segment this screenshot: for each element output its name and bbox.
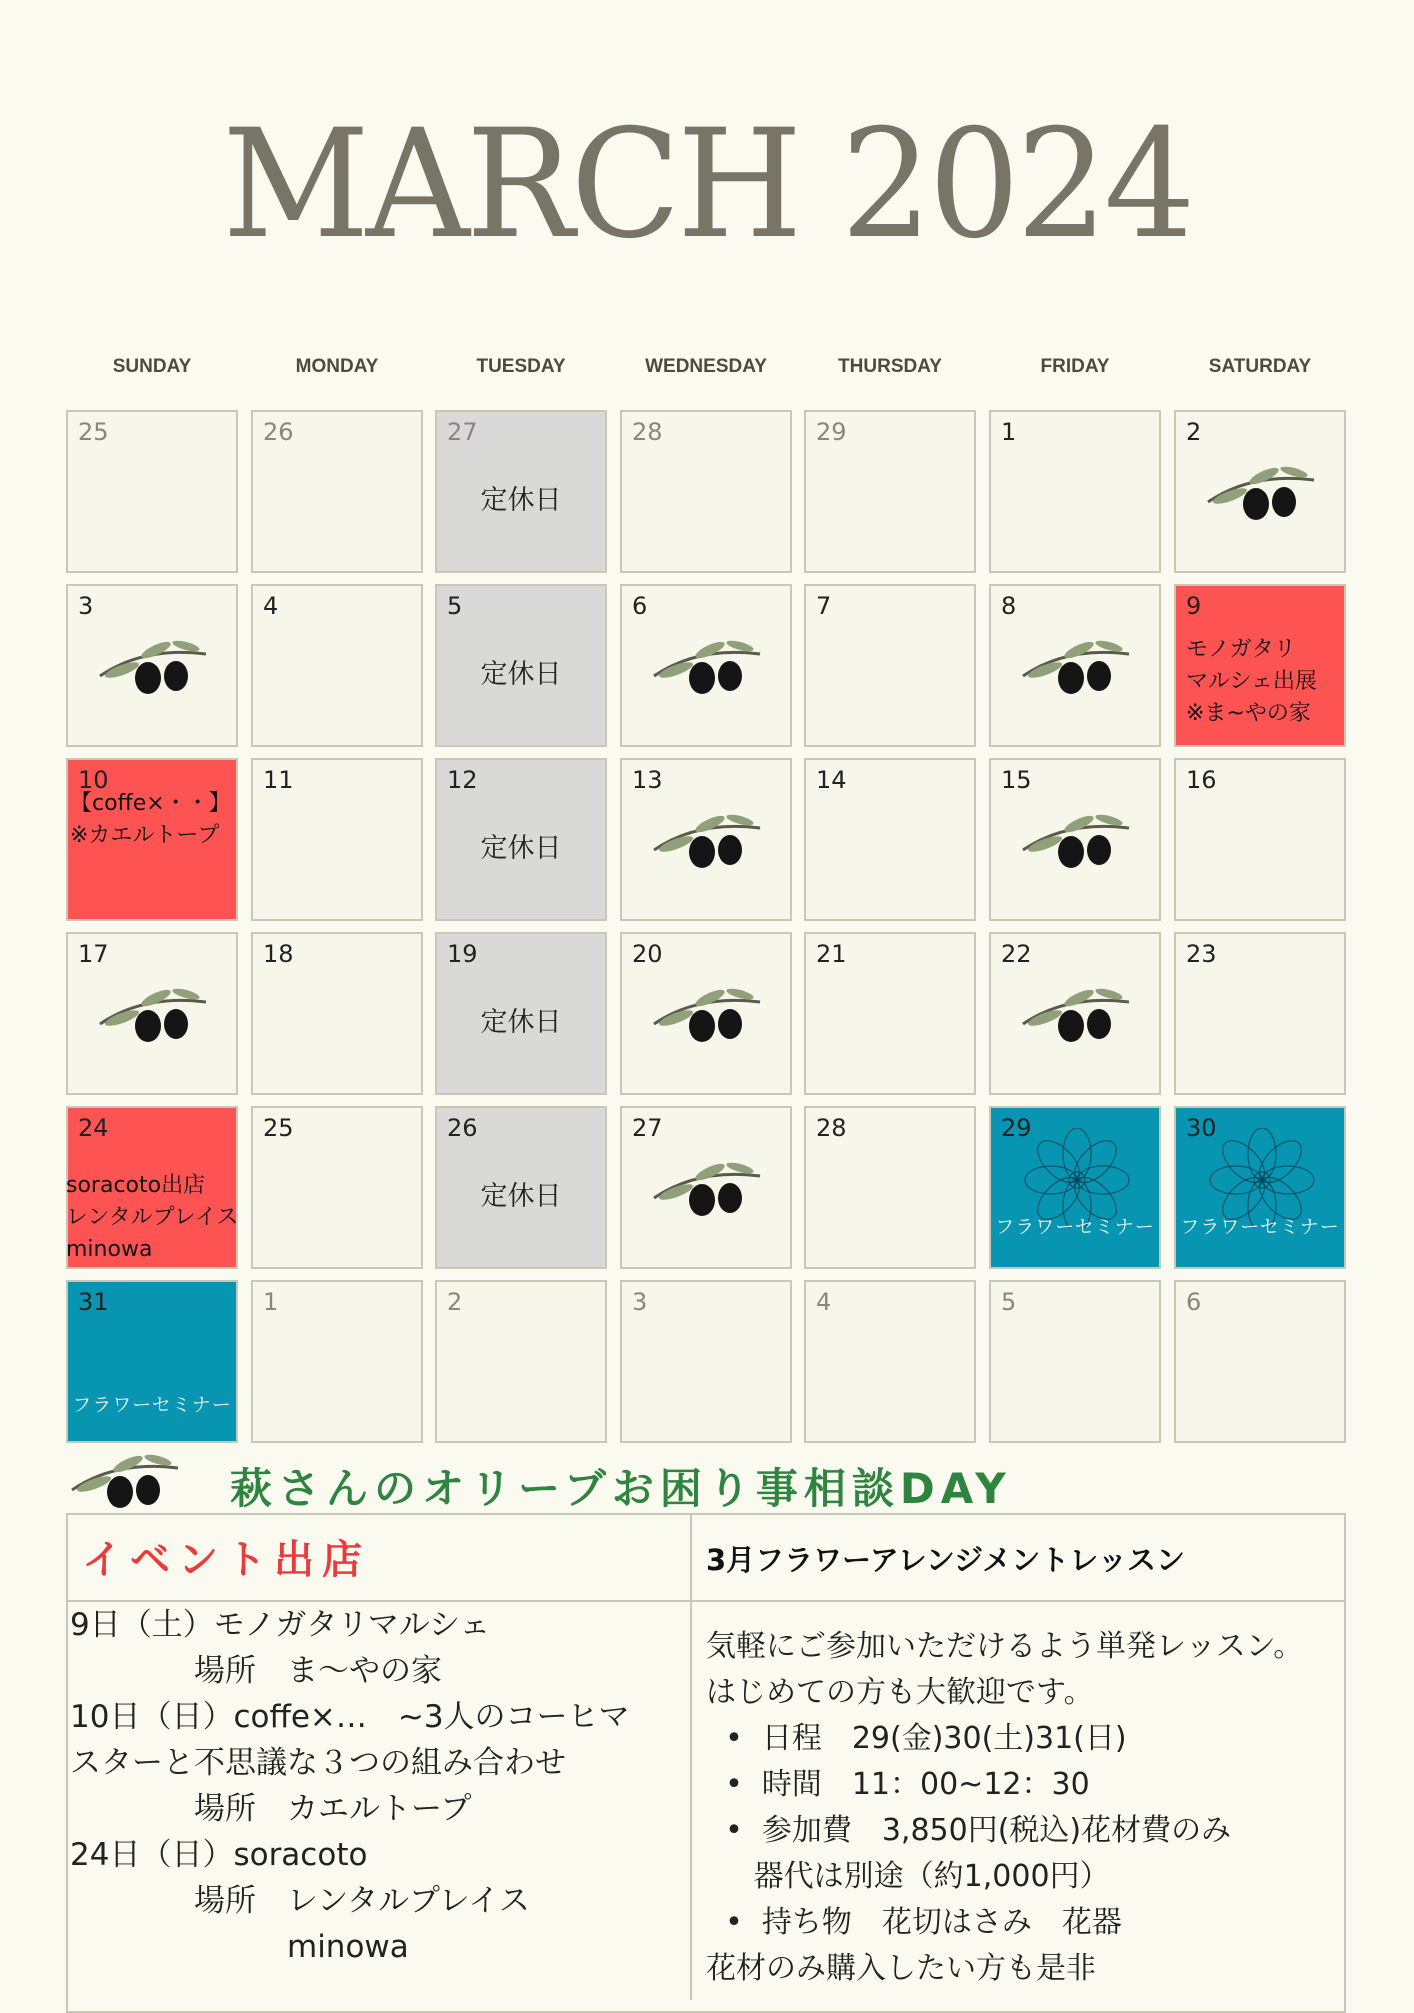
calendar-day-cell (804, 1280, 976, 1443)
event-header: イベント出店 (82, 1537, 370, 1583)
calendar-day-cell (1174, 584, 1346, 747)
detail-line: 10日（日）coffe×… ~3人のコーヒマ (70, 1699, 630, 1735)
detail-line: 気軽にご参加いただけるよう単発レッスン。 (706, 1629, 1304, 1664)
weekday-thursday: THURSDAY (838, 356, 942, 377)
flower-seminar-label: フラワーセミナー (995, 1216, 1155, 1238)
day-number: 4 (816, 1288, 832, 1316)
calendar-day-cell (1174, 932, 1346, 1095)
weekday-saturday: SATURDAY (1208, 356, 1312, 377)
day-number: 13 (632, 766, 663, 794)
calendar-day-cell (66, 410, 238, 573)
calendar-day-cell (435, 1106, 607, 1269)
calendar-day-cell (620, 932, 792, 1095)
calendar-day-cell (1174, 410, 1346, 573)
day-number: 2 (447, 1288, 463, 1316)
calendar-day-cell (804, 758, 976, 921)
lesson-header: 3月フラワーアレンジメントレッスン (706, 1543, 1185, 1577)
calendar-day-cell (251, 584, 423, 747)
detail-line: 器代は別途（約1,000円） (706, 1859, 1110, 1894)
calendar-day-cell (989, 1280, 1161, 1443)
day-number: 20 (632, 940, 663, 968)
weekday-friday: FRIDAY (1040, 356, 1110, 377)
calendar-day-cell (66, 1280, 238, 1443)
day-number: 26 (447, 1114, 478, 1142)
calendar-day-cell (251, 932, 423, 1095)
calendar-day-cell (620, 1280, 792, 1443)
detail-line: 9日（土）モノガタリマルシェ (70, 1607, 491, 1643)
day-number: 15 (1001, 766, 1032, 794)
day-number: 11 (263, 766, 294, 794)
olive-icon (1017, 810, 1135, 872)
lesson-details (706, 1624, 1303, 1992)
calendar-day-cell (251, 758, 423, 921)
day-number: 1 (263, 1288, 279, 1316)
calendar-day-cell (1174, 758, 1346, 921)
event-text: ※カエルトープ (70, 823, 220, 848)
day-number: 16 (1186, 766, 1217, 794)
olive-icon (648, 810, 766, 872)
day-number: 24 (78, 1114, 109, 1142)
day-number: 4 (263, 592, 279, 620)
detail-line: 場所 レンタルプレイス (70, 1883, 530, 1919)
day-number: 18 (263, 940, 294, 968)
calendar-day-cell (251, 410, 423, 573)
day-number: 27 (447, 418, 478, 446)
olive-icon (1017, 984, 1135, 1046)
calendar-day-cell (251, 1106, 423, 1269)
detail-line: 花材のみ購入したい方も是非 (706, 1951, 1096, 1986)
event-text: マルシェ出展 (1186, 669, 1318, 694)
event-text: モノガタリ (1186, 637, 1296, 662)
day-number: 27 (632, 1114, 663, 1142)
calendar-day-cell (620, 410, 792, 573)
olive-icon (66, 1450, 184, 1512)
calendar-day-cell (620, 584, 792, 747)
day-number: 25 (78, 418, 109, 446)
calendar-day-cell (251, 1280, 423, 1443)
detail-line: 場所 カエルトープ (70, 1791, 472, 1827)
closed-day-label: 定休日 (480, 833, 562, 864)
olive-icon (1202, 462, 1320, 524)
day-number: 6 (1186, 1288, 1202, 1316)
detail-line: • 日程 29(金)30(土)31(日) (706, 1721, 1127, 1756)
calendar-day-cell (435, 410, 607, 573)
olive-icon (94, 984, 212, 1046)
day-number: 29 (816, 418, 847, 446)
calendar-day-cell (435, 758, 607, 921)
olive-icon (648, 984, 766, 1046)
table-divider (690, 1513, 692, 2000)
calendar-day-cell (804, 932, 976, 1095)
day-number: 28 (816, 1114, 847, 1142)
weekday-wednesday: WEDNESDAY (645, 356, 767, 377)
calendar-day-cell (435, 932, 607, 1095)
calendar-day-cell (620, 1106, 792, 1269)
event-text: minowa (66, 1237, 153, 1262)
closed-day-label: 定休日 (480, 659, 562, 690)
day-number: 21 (816, 940, 847, 968)
calendar-day-cell (989, 758, 1161, 921)
event-text: 【coffe×・・】 (70, 791, 231, 816)
day-number: 5 (447, 592, 463, 620)
event-details (70, 1602, 630, 1970)
day-number: 22 (1001, 940, 1032, 968)
closed-day-label: 定休日 (480, 1181, 562, 1212)
calendar-day-cell (66, 932, 238, 1095)
day-number: 14 (816, 766, 847, 794)
detail-line: minowa (70, 1929, 409, 1965)
calendar-day-cell (66, 758, 238, 921)
day-number: 19 (447, 940, 478, 968)
day-number: 7 (816, 592, 832, 620)
detail-line: • 参加費 3,850円(税込)花材費のみ (706, 1813, 1232, 1848)
day-number: 3 (78, 592, 94, 620)
closed-day-label: 定休日 (480, 1007, 562, 1038)
olive-icon (648, 1158, 766, 1220)
calendar-day-cell (989, 584, 1161, 747)
calendar-day-cell (435, 1280, 607, 1443)
detail-line: はじめての方も大歓迎です。 (706, 1675, 1094, 1710)
olive-icon (94, 636, 212, 698)
calendar-day-cell (804, 1106, 976, 1269)
day-number: 9 (1186, 592, 1202, 620)
day-number: 10 (78, 766, 109, 794)
day-number: 3 (632, 1288, 648, 1316)
day-number: 12 (447, 766, 478, 794)
olive-icon (648, 636, 766, 698)
calendar-day-cell (989, 932, 1161, 1095)
day-number: 17 (78, 940, 109, 968)
flower-seminar-label: フラワーセミナー (72, 1394, 232, 1416)
day-number: 31 (78, 1288, 109, 1316)
calendar-day-cell (620, 758, 792, 921)
event-text: soracoto出店 (66, 1173, 206, 1198)
event-text: ※ま~やの家 (1186, 701, 1311, 726)
event-text: レンタルプレイス (66, 1205, 239, 1230)
olive-consultation-banner: 萩さんのオリーブお困り事相談DAY (230, 1464, 1012, 1513)
detail-line: • 時間 11：00~12：30 (706, 1767, 1090, 1802)
day-number: 8 (1001, 592, 1017, 620)
detail-line: • 持ち物 花切はさみ 花器 (706, 1905, 1122, 1940)
calendar-day-cell (804, 584, 976, 747)
detail-line: スターと不思議な３つの組み合わせ (70, 1745, 566, 1781)
day-number: 5 (1001, 1288, 1017, 1316)
calendar-day-cell (989, 1106, 1161, 1269)
day-number: 2 (1186, 418, 1202, 446)
calendar-day-cell (1174, 1106, 1346, 1269)
olive-icon (1017, 636, 1135, 698)
detail-line: 場所 ま～やの家 (70, 1653, 442, 1689)
day-number: 26 (263, 418, 294, 446)
calendar-day-cell (804, 410, 976, 573)
day-number: 6 (632, 592, 648, 620)
day-number: 25 (263, 1114, 294, 1142)
day-number: 28 (632, 418, 663, 446)
calendar-day-cell (435, 584, 607, 747)
calendar-day-cell (1174, 1280, 1346, 1443)
flower-seminar-label: フラワーセミナー (1180, 1216, 1340, 1238)
closed-day-label: 定休日 (480, 485, 562, 516)
day-number: 1 (1001, 418, 1017, 446)
calendar-day-cell (989, 410, 1161, 573)
detail-line: 24日（日）soracoto (70, 1837, 368, 1873)
day-number: 30 (1186, 1114, 1217, 1142)
calendar-day-cell (66, 584, 238, 747)
day-number: 29 (1001, 1114, 1032, 1142)
day-number: 23 (1186, 940, 1217, 968)
page-title: MARCH 2024 (222, 98, 1192, 272)
weekday-tuesday: TUESDAY (476, 356, 566, 377)
weekday-monday: MONDAY (295, 356, 379, 377)
calendar-day-cell (66, 1106, 238, 1269)
weekday-sunday: SUNDAY (112, 356, 192, 377)
